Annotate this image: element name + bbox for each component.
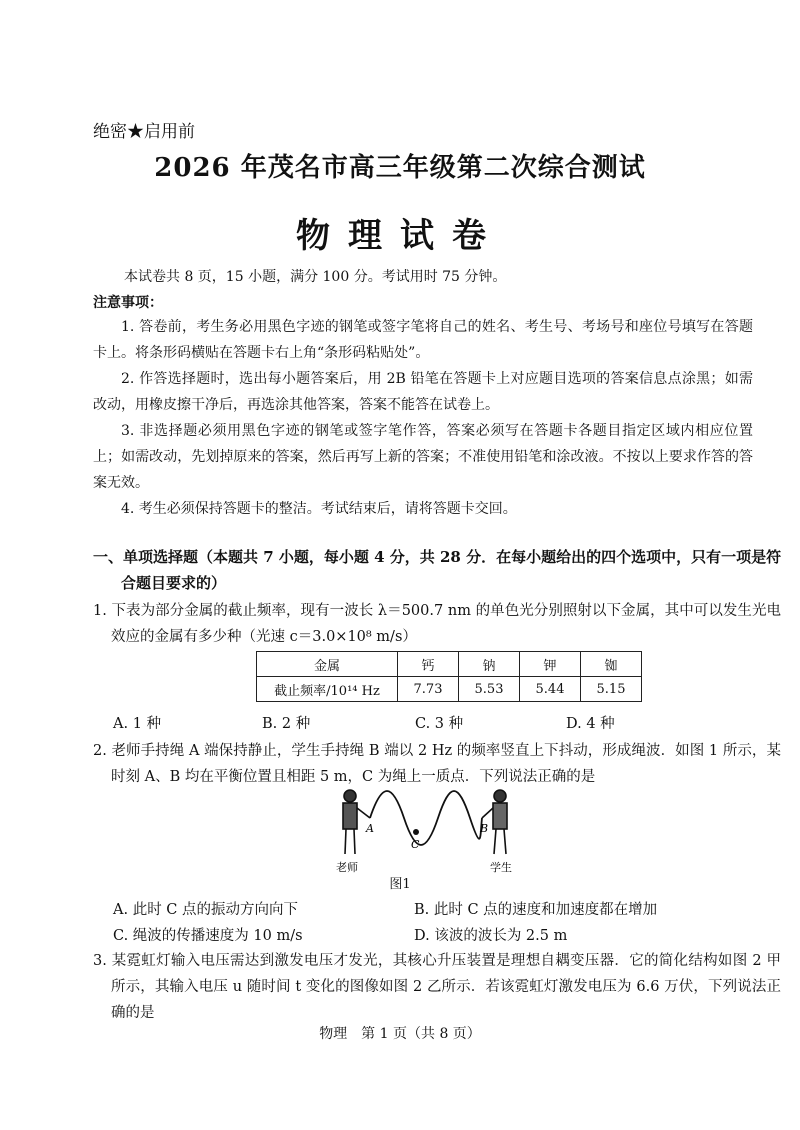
table-cell-frequency: 5.44 [520,677,581,702]
exam-info: 本试卷共 8 页，15 小题，满分 100 分。考试用时 75 分钟。 [124,269,507,285]
q2-option-d: D. 该波的波长为 2.5 m [414,928,568,944]
table-header-frequency: 截止频率/10¹⁴ Hz [257,677,398,702]
exam-title: 2026 年茂名市高三年级第二次综合测试 [154,153,646,183]
note-item-2: 2. 作答选择题时，选出每小题答案后，用 2B 铅笔在答题卡上对应题目选项的答案信息点涂黑；如需改动，用橡皮擦干净后，再选涂其他答案，答案不能答在试卷上。 [93,371,753,413]
rope-wave [370,791,482,845]
subject-title: 物理试卷 [296,216,504,256]
table-cell-frequency: 7.73 [398,677,459,702]
label-a: A [366,822,374,835]
table-cell-metal: 钙 [398,652,459,677]
q2-option-a: A. 此时 C 点的振动方向向下 [113,902,299,918]
figure-1-caption: 图1 [389,877,411,892]
student-label: 学生 [490,861,512,874]
table-header-metal: 金属 [257,652,398,677]
table-cell-frequency: 5.53 [459,677,520,702]
page-footer: 物理 第 1 页（共 8 页） [319,1026,481,1042]
note-item-4: 4. 考生必须保持答题卡的整洁。考试结束后，请将答题卡交回。 [121,501,517,517]
q1-option-c: C. 3 种 [415,716,464,732]
section-heading: 一、单项选择题（本题共 7 小题，每小题 4 分，共 28 分．在每小题给出的四个选项中，只有一项是符合题目要求的） [93,548,782,592]
label-b: B [480,822,489,835]
q2-option-c: C. 绳波的传播速度为 10 m/s [113,928,303,944]
table-row [257,677,642,702]
confidential-label: 绝密★启用前 [93,122,195,142]
point-c-dot [413,829,419,835]
note-item-3: 3. 非选择题必须用黑色字迹的钢笔或签字笔作答，答案必须写在答题卡各题目指定区域内相应位置上；如需改动，先划掉原来的答案，然后再写上新的答案；不准使用铅笔和涂改液。不按以上要求作答的答案无效。 [93,423,753,491]
q1-option-a: A. 1 种 [113,716,162,732]
cutoff-frequency-table [256,651,642,702]
rope-wave-figure [330,784,530,876]
table-row [257,652,642,677]
question-1-stem: 1. 下表为部分金属的截止频率，现有一波长 λ＝500.7 nm 的单色光分别照射以下金属，其中可以发生光电效应的金属有多少种（光速 c＝3.0×10⁸ m/s） [93,603,781,645]
table-cell-frequency: 5.15 [581,677,642,702]
note-item-1: 1. 答卷前，考生务必用黑色字迹的钢笔或签字笔将自己的姓名、考生号、考场号和座位号填写在答题卡上。将条形码横贴在答题卡右上角“条形码粘贴处”。 [93,319,753,361]
table-cell-metal: 钠 [459,652,520,677]
question-2-stem: 2. 老师手持绳 A 端保持静止，学生手持绳 B 端以 2 Hz 的频率竖直上下抖动，形成绳波．如图 1 所示，某时刻 A、B 均在平衡位置且相距 5 m，C 为绳上一质点．下列说法正确的是 [93,743,781,785]
teacher-label: 老师 [336,861,358,874]
table-cell-metal: 铷 [581,652,642,677]
label-c: C [411,838,420,851]
notes-heading: 注意事项： [93,295,163,311]
q2-option-b: B. 此时 C 点的速度和加速度都在增加 [414,902,658,918]
q1-option-d: D. 4 种 [566,716,615,732]
table-cell-metal: 钾 [520,652,581,677]
question-3-stem: 3. 某霓虹灯输入电压需达到激发电压才发光，其核心升压装置是理想自耦变压器．它的简化结构如图 2 甲所示，其输入电压 u 随时间 t 变化的图像如图 2 乙所示．若该霓虹灯激发电压为 6.6 万伏，下列说法正确的是 [93,953,781,1021]
q1-option-b: B. 2 种 [262,716,311,732]
